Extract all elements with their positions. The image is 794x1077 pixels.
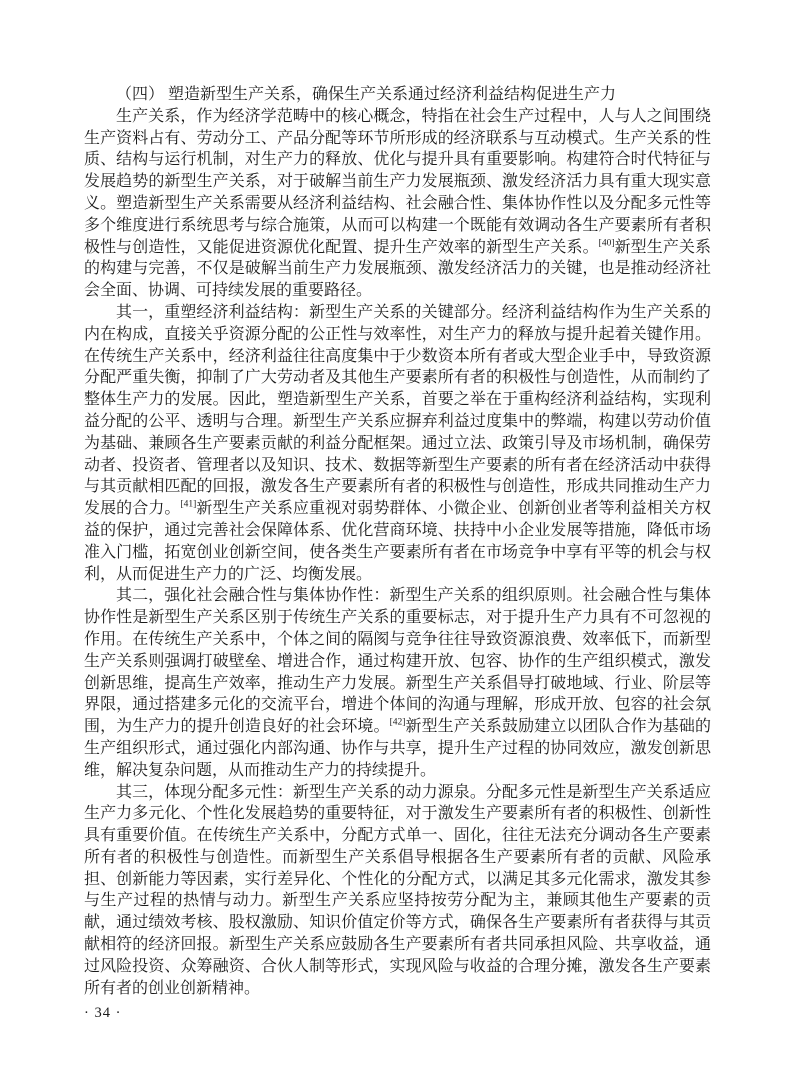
paragraph-text: 新型生产关系鼓励建立以团队合作为基础的生产组织形式，通过强化内部沟通、协作与共享，提升生产过程的协同效应，激发创新思维，解决复杂问题，从而推动生产力的持续提升。: [84, 718, 711, 779]
paragraph-text: 其三，体现分配多元性：新型生产关系的动力源泉。分配多元性是新型生产关系适应生产力多元化、个性化发展趋势的重要特征，对于激发生产要素所有者的积极性、创新性具有重要价值。在传统生产关系中，分配方式单一、固化，往往无法充分调动各生产要素所有者的积极性与创造性。而新型生产关系倡导根据各生产要素所有者的贡献、风险承担、创新能力等因素，实行差异化、个性化的分配方式，以满足其多元化需求，激发其参与生产过程的热情与动力。新型生产关系应坚持按劳分配为主，兼顾其他生产要素的贡献，通过绩效考核、股权激励、知识价值定价等方式，确保各生产要素所有者获得与其贡献相符的经济回报。新型生产关系应鼓励各生产要素所有者共同承担风险、共享收益，通过风险投资、众筹融资、合伙人制等形式，实现风险与收益的合理分摊，激发各生产要素所有者的创业创新精神。: [84, 783, 711, 997]
section-heading: （四） 塑造新型生产关系，确保生产关系通过经济利益结构促进生产力: [116, 86, 617, 103]
paragraph-text: 其二，强化社会融合性与集体协作性：新型生产关系的组织原则。社会融合性与集体协作性是新型生产关系区别于传统生产关系的重要标志，对于提升生产力具有不可忽视的作用。在传统生产关系中，个体之间的隔阂与竞争往往导致资源浪费、效率低下，而新型生产关系则强调打破壁垒、增进合作，通过构建开放、包容、协作的生产组织模式，激发创新思维，提高生产效率，推动生产力发展。新型生产关系倡导打破地域、行业、阶层等界限，通过搭建多元化的交流平台，增进个体间的沟通与理解，形成开放、包容的社会氛围，为生产力的提升创造良好的社会环境。: [84, 587, 711, 736]
paragraph-text: 新型生产关系的构建与完善，不仅是破解当前生产力发展瓶颈、激发经济活力的关键，也是推动经济社会全面、协调、可持续发展的重要路径。: [84, 238, 711, 300]
paragraph-text: 其一，重塑经济利益结构：新型生产关系的关键部分。经济利益结构作为生产关系的内在构成，直接关乎资源分配的公正性与效率性，对生产力的释放与提升起着关键作用。在传统生产关系中，经济利益往往高度集中于少数资本所有者或大型企业手中，导致资源分配严重失衡，抑制了广大劳动者及其他生产要素所有者的积极性与创造性，从而制约了整体生产力的发展。因此，塑造新型生产关系，首要之举在于重构经济利益结构，实现利益分配的公平、透明与合理。新型生产关系应摒弃利益过度集中的弊端，构建以劳动价值为基础、兼顾各生产要素贡献的利益分配框架。通过立法、政策引导及市场机制，确保劳动者、投资者、管理者以及知识、技术、数据等新型生产要素的所有者在经济活动中获得与其贡献相匹配的回报，激发各生产要素所有者的积极性与创造性，形成共同推动生产力发展的合力。: [84, 303, 711, 518]
article: [84, 84, 711, 1025]
paragraph: [84, 302, 711, 585]
paragraph: [84, 782, 711, 1000]
paragraph: [84, 106, 711, 302]
paragraph-text: 生产关系，作为经济学范畴中的核心概念，特指在社会生产过程中，人与人之间围绕生产资料占有、劳动分工、产品分配等环节所形成的经济联系与互动模式。生产关系的性质、结构与运行机制，对生产力的释放、优化与提升具有重要影响。构建符合时代特征与发展趋势的新型生产关系，对于破解当前生产力发展瓶颈、激发经济活力具有重大现实意义。塑造新型生产关系需要从经济利益结构、社会融合性、集体协作性以及分配多元性等多个维度进行系统思考与综合施策，从而可以构建一个既能有效调动各生产要素所有者积极性与创造性，又能促进资源优化配置、提升生产效率的新型生产关系。: [84, 107, 711, 256]
footnote-ref: [41]: [180, 499, 197, 510]
paragraph: [84, 585, 711, 781]
paragraph-text: 新型生产关系应重视对弱势群体、小微企业、创新创业者等利益相关方权益的保护，通过完善社会保障体系、优化营商环境、扶持中小企业发展等措施，降低市场准入门槛，拓宽创业创新空间，使各类生产要素所有者在市场竞争中享有平等的机会与权利，从而促进生产力的广泛、均衡发展。: [84, 500, 711, 583]
footnote-ref: [40]: [598, 238, 615, 249]
footnote-ref: [42]: [389, 717, 406, 728]
article-body: [84, 106, 711, 1000]
page-number: · 34 ·: [84, 1005, 122, 1022]
